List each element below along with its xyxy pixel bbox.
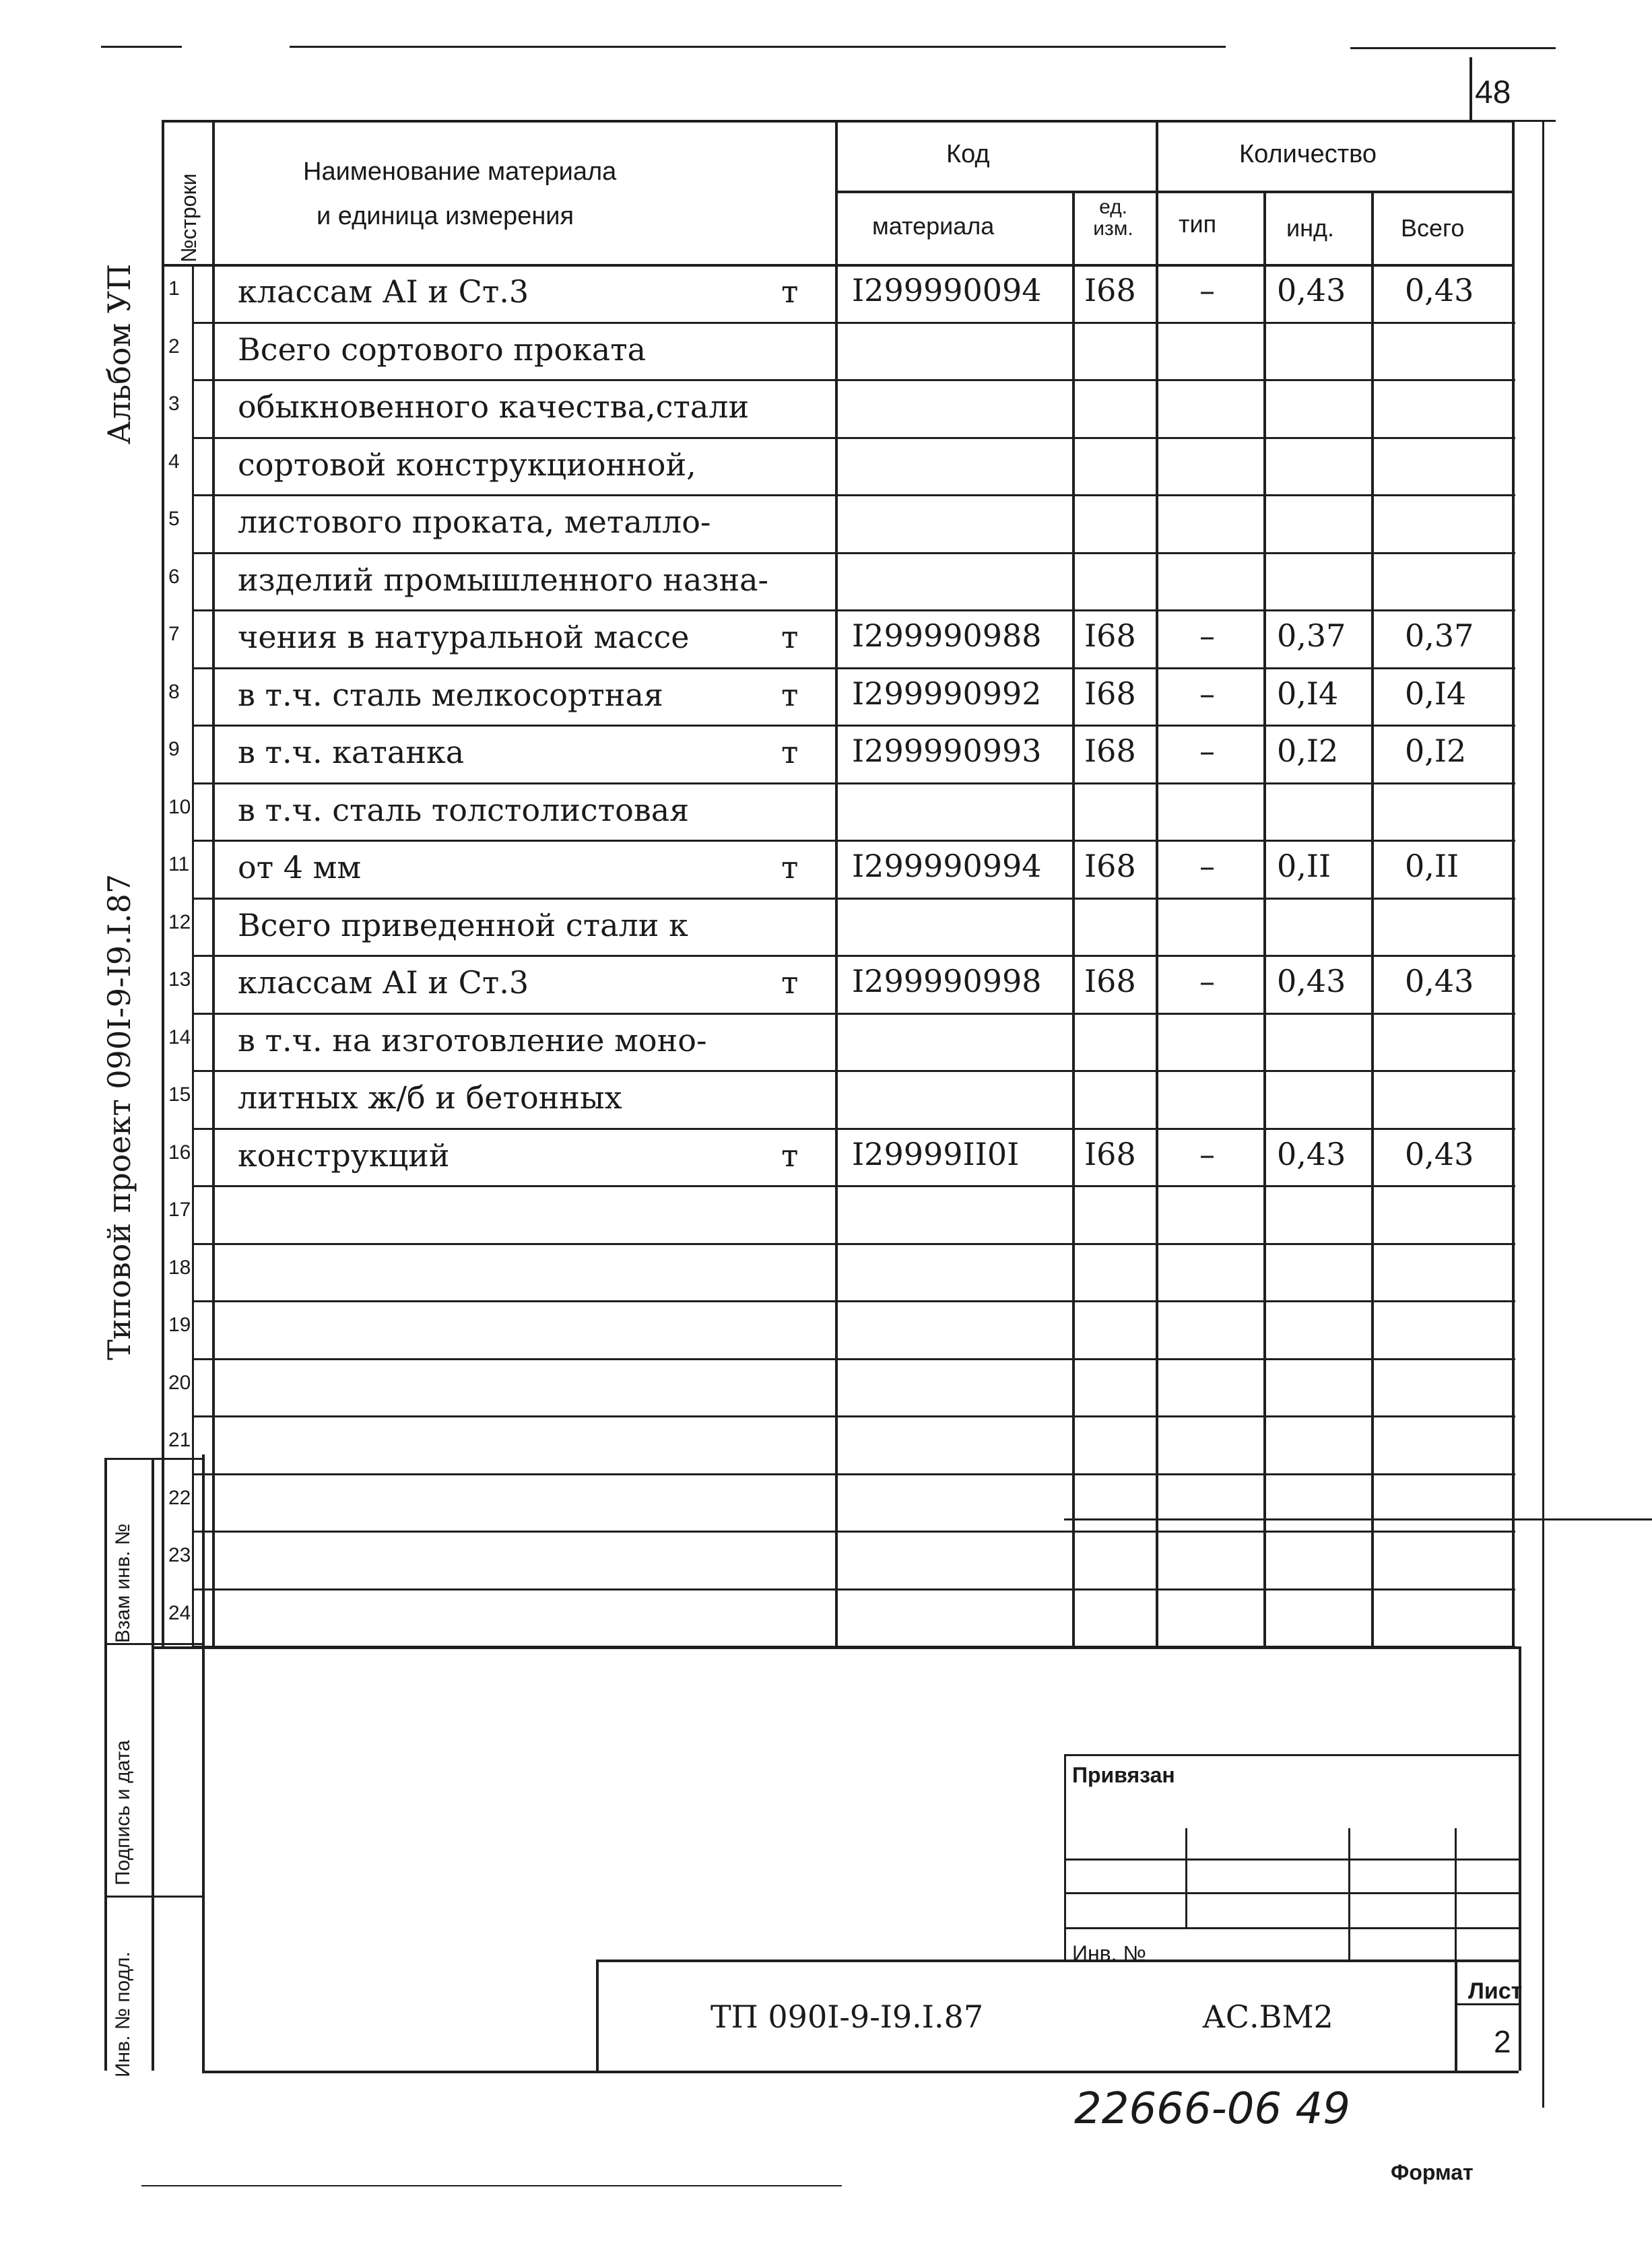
- row-name: конструкций: [238, 1137, 450, 1174]
- row-number: 1: [168, 277, 180, 300]
- row-unit: I68: [1084, 963, 1136, 999]
- row-number: 15: [168, 1083, 191, 1106]
- stamp-label-replace: Взам инв. №: [112, 1523, 134, 1643]
- row-number: 20: [168, 1372, 191, 1394]
- header-unit: ед. изм.: [1093, 196, 1133, 240]
- row-number: 24: [168, 1602, 191, 1624]
- row-type: –: [1199, 1136, 1215, 1172]
- row-name: обыкновенного качества,стали: [238, 389, 750, 425]
- row-name: классам АI и Ст.3: [238, 964, 529, 1001]
- row-type: –: [1199, 617, 1215, 654]
- row-name: изделий промышленного назна-: [238, 562, 769, 598]
- handwritten-number: 22666-06 49: [1074, 2084, 1350, 2134]
- album-label: Альбом УП: [101, 263, 137, 444]
- row-number: 18: [168, 1257, 191, 1279]
- row-unit-letter: т: [781, 1137, 799, 1174]
- row-number: 6: [168, 566, 180, 588]
- row-unit: I68: [1084, 1136, 1136, 1172]
- row-code: I299990988: [852, 617, 1042, 654]
- row-name: в т.ч. на изготовление моно-: [238, 1022, 707, 1059]
- row-type: –: [1199, 675, 1215, 712]
- project-label: Типовой проект 090I-9-I9.I.87: [101, 873, 137, 1360]
- row-ind: 0,II: [1277, 848, 1331, 884]
- stamp-label-original-inv: Инв. № подл.: [112, 1951, 134, 2077]
- row-number: 2: [168, 335, 180, 358]
- row-number: 23: [168, 1544, 191, 1566]
- header-row-no: №строки: [176, 173, 201, 263]
- row-name: Всего сортового проката: [238, 331, 647, 368]
- row-type: –: [1199, 733, 1215, 769]
- row-number: 14: [168, 1026, 191, 1048]
- row-type: –: [1199, 848, 1215, 884]
- stamp-inv-no: Инв. №: [1072, 1941, 1146, 1966]
- page-number: 48: [1475, 75, 1511, 110]
- row-number: 16: [168, 1141, 191, 1164]
- row-number: 22: [168, 1487, 191, 1509]
- row-total: 0,I4: [1405, 675, 1467, 712]
- row-total: 0,43: [1405, 1136, 1474, 1172]
- stamp-doc-code: ТП 090I-9-I9.I.87: [711, 1999, 984, 2035]
- header-name-line1: Наименование материала: [303, 158, 617, 186]
- row-unit-letter: т: [781, 273, 799, 310]
- row-name: в т.ч. сталь толстолистовая: [238, 792, 690, 828]
- header-type: тип: [1179, 210, 1217, 238]
- row-ind: 0,I2: [1277, 733, 1339, 769]
- row-number: 21: [168, 1429, 191, 1451]
- stamp-doc-mark: АС.ВМ2: [1202, 1999, 1333, 2035]
- row-unit-letter: т: [781, 734, 799, 770]
- row-code: I29999II0I: [852, 1136, 1020, 1172]
- header-ind: инд.: [1286, 214, 1334, 242]
- row-unit: I68: [1084, 272, 1136, 308]
- row-number: 17: [168, 1199, 191, 1221]
- row-ind: 0,43: [1277, 963, 1346, 999]
- row-total: 0,43: [1405, 963, 1474, 999]
- row-code: I299990998: [852, 963, 1042, 999]
- row-number: 8: [168, 681, 180, 703]
- row-total: 0,37: [1405, 617, 1474, 654]
- row-number: 3: [168, 393, 180, 415]
- row-unit: I68: [1084, 848, 1136, 884]
- row-ind: 0,I4: [1277, 675, 1339, 712]
- row-total: 0,II: [1405, 848, 1459, 884]
- row-name: литных ж/б и бетонных: [238, 1079, 622, 1116]
- stamp-privyazan: Привязан: [1072, 1763, 1175, 1787]
- header-code: Код: [946, 140, 990, 168]
- row-number: 10: [168, 796, 191, 818]
- row-number: 13: [168, 968, 191, 991]
- row-total: 0,I2: [1405, 733, 1467, 769]
- row-type: –: [1199, 272, 1215, 308]
- row-number: 19: [168, 1314, 191, 1336]
- row-unit: I68: [1084, 617, 1136, 654]
- row-name: классам АI и Ст.3: [238, 273, 529, 310]
- row-unit: I68: [1084, 675, 1136, 712]
- header-total: Всего: [1401, 214, 1465, 242]
- row-name: в т.ч. сталь мелкосортная: [238, 677, 663, 713]
- row-unit-letter: т: [781, 619, 799, 655]
- stamp-label-signature: Подпись и дата: [112, 1740, 134, 1885]
- row-code: I299990992: [852, 675, 1042, 712]
- row-unit: I68: [1084, 733, 1136, 769]
- row-name: в т.ч. катанка: [238, 734, 465, 770]
- row-name: чения в натуральной массе: [238, 619, 690, 655]
- row-code: I299990094: [852, 272, 1042, 308]
- row-name: листового проката, металло-: [238, 504, 711, 540]
- row-total: 0,43: [1405, 272, 1474, 308]
- row-number: 12: [168, 911, 191, 933]
- row-ind: 0,43: [1277, 272, 1346, 308]
- row-number: 11: [168, 853, 190, 875]
- row-name: от 4 мм: [238, 849, 362, 885]
- row-number: 4: [168, 450, 180, 473]
- row-code: I299990993: [852, 733, 1042, 769]
- header-material: материала: [872, 212, 995, 240]
- stamp-sheet-no: 2: [1494, 2024, 1511, 2059]
- row-type: –: [1199, 963, 1215, 999]
- header-quantity: Количество: [1239, 140, 1377, 168]
- format-label: Формат: [1391, 2160, 1474, 2184]
- row-ind: 0,37: [1277, 617, 1346, 654]
- row-unit-letter: т: [781, 964, 799, 1001]
- stamp-sheet-label: Лист: [1468, 1978, 1523, 2004]
- row-unit-letter: т: [781, 849, 799, 885]
- row-unit-letter: т: [781, 677, 799, 713]
- row-name: Всего приведенной стали к: [238, 907, 688, 943]
- row-number: 5: [168, 508, 180, 530]
- row-number: 9: [168, 738, 180, 760]
- row-number: 7: [168, 623, 180, 645]
- header-name-line2: и единица измерения: [317, 202, 574, 230]
- row-code: I299990994: [852, 848, 1042, 884]
- row-ind: 0,43: [1277, 1136, 1346, 1172]
- row-name: сортовой конструкционной,: [238, 446, 696, 483]
